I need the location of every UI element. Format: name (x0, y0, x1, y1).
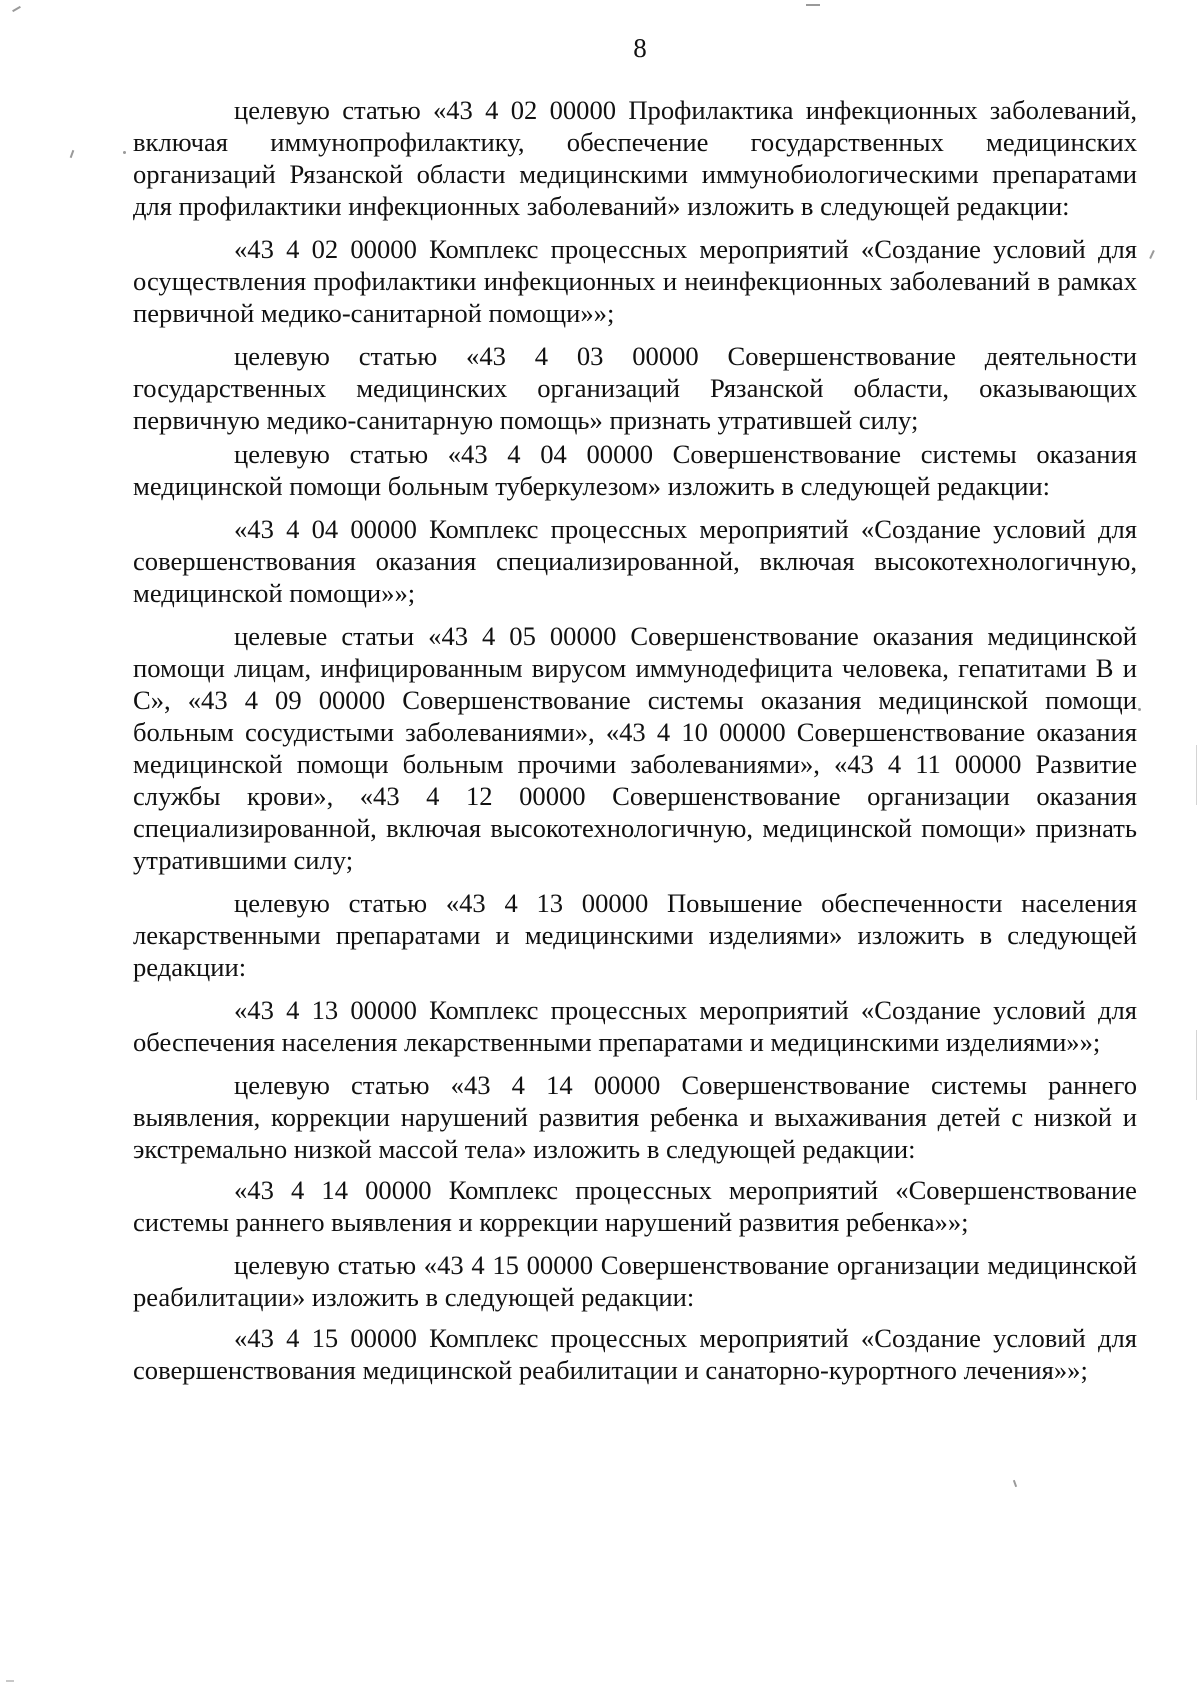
paragraph-repeal-43-4-03: целевую статью «43 4 03 00000 Совершенствование деятельности государственных медицинских организаций Рязанской области, оказывающих первичную медико-санитарную помощь» признать утратившей силу; (133, 341, 1137, 435)
paragraph-amend-43-4-15: целевую статью «43 4 15 00000 Совершенствование организации медицинской реабилитации» изложить в следующей редакции: (133, 1250, 1137, 1312)
scan-mark-left-tick (70, 150, 75, 158)
scan-mark-left-dot (123, 151, 126, 154)
scan-mark-bottom-tick (1013, 1480, 1017, 1487)
paragraph-new-43-4-13: «43 4 13 00000 Комплекс процессных мероприятий «Создание условий для обеспечения населения лекарственными препаратами и медицинскими изделиями»»; (133, 995, 1137, 1057)
paragraph-new-43-4-14: «43 4 14 00000 Комплекс процессных мероприятий «Совершенствование системы раннего выявления и коррекции нарушений развития ребенка»»; (133, 1175, 1137, 1237)
scan-mark-bottom-left (6, 1680, 14, 1682)
paragraph-amend-43-4-02: целевую статью «43 4 02 00000 Профилактика инфекционных заболеваний, включая иммунопрофилактику, обеспечение государственных медицинских организаций Рязанской области медицинскими иммунобиологическими препаратами для профилактики инфекционных заболеваний» изложить в следующей редакции: (133, 95, 1137, 221)
paragraph-repeal-multiple: целевые статьи «43 4 05 00000 Совершенствование оказания медицинской помощи лицам, инфицированным вирусом иммунодефицита человека, гепатитами В и С», «43 4 09 00000 Совершенствование системы оказания медицинской помощи больным сосудистыми заболеваниями», «43 4 10 00000 Совершенствование оказания медицинской помощи больным прочими заболеваниями», «43 4 11 00000 Развитие службы крови», «43 4 12 00000 Совершенствование организации оказания специализированной, включая высокотехнологичную, медицинской помощи» признать утратившими силу; (133, 621, 1137, 875)
scan-mark-top-center (806, 4, 820, 6)
scan-mark-right-edge-1 (1196, 745, 1197, 805)
paragraph-amend-43-4-14: целевую статью «43 4 14 00000 Совершенствование системы раннего выявления, коррекции нарушений развития ребенка и выхаживания детей с низкой и экстремально низкой массой тела» изложить в следующей редакции: (133, 1070, 1137, 1164)
paragraph-new-43-4-04: «43 4 04 00000 Комплекс процессных мероприятий «Создание условий для совершенствования оказания специализированной, включая высокотехнологичную, медицинской помощи»»; (133, 514, 1137, 608)
scan-mark-right-dot (1138, 708, 1141, 711)
scan-mark-right-edge-2 (1196, 1030, 1197, 1100)
paragraph-new-43-4-15: «43 4 15 00000 Комплекс процессных мероприятий «Создание условий для совершенствования медицинской реабилитации и санаторно-курортного лечения»»; (133, 1323, 1137, 1385)
paragraph-new-43-4-02: «43 4 02 00000 Комплекс процессных мероприятий «Создание условий для осуществления профилактики инфекционных и неинфекционных заболеваний в рамках первичной медико-санитарной помощи»»; (133, 234, 1137, 328)
scan-mark-right-tick (1149, 250, 1155, 259)
page-number: 8 (633, 33, 647, 63)
document-body (133, 94, 1137, 1386)
paragraph-amend-43-4-04: целевую статью «43 4 04 00000 Совершенствование системы оказания медицинской помощи больным туберкулезом» изложить в следующей редакции: (133, 439, 1137, 501)
paragraph-amend-43-4-13: целевую статью «43 4 13 00000 Повышение обеспеченности населения лекарственными препаратами и медицинскими изделиями» изложить в следующей редакции: (133, 888, 1137, 982)
scan-mark-top-left (12, 6, 21, 12)
